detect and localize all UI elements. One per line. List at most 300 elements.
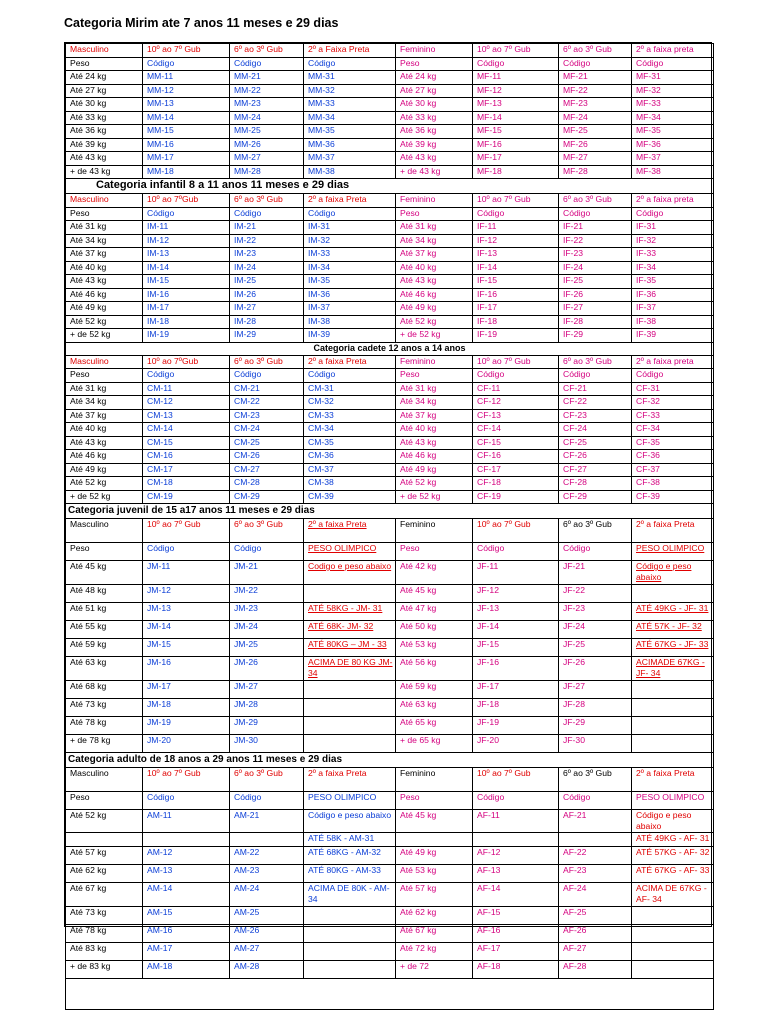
code-gub10-female: JF-11: [473, 561, 559, 585]
fem-header: Feminino: [396, 519, 473, 543]
code-gub10-female: MF-11: [473, 71, 559, 85]
code-black-female: IF-38: [632, 315, 714, 329]
codigo-label: Código: [230, 792, 304, 810]
code-black-female: ATÉ 67KG - JF- 33: [632, 639, 714, 657]
code-gub10-male: IM-17: [143, 302, 230, 316]
code-gub6-female: JF-27: [559, 681, 632, 699]
black-belt-header: 2º a Faixa Preta: [304, 44, 396, 58]
code-gub6-female: CF-25: [559, 436, 632, 450]
gub6-header: 6º ao 3º Gub: [230, 519, 304, 543]
code-gub6-female: JF-28: [559, 699, 632, 717]
gub6-header: 6º ao 3º Gub: [230, 768, 304, 792]
gub10-header: 10º ao 7ºGub: [143, 355, 230, 369]
table-row: [66, 71, 714, 85]
infantil-rows: [66, 221, 714, 343]
gub10-header: 10º ao 7º Gub: [473, 355, 559, 369]
weight-male: Até 49 kg: [66, 463, 143, 477]
adulto-subheader-row: [66, 792, 714, 810]
code-gub10-female: JF-17: [473, 681, 559, 699]
weight-male: Até 78 kg: [66, 717, 143, 735]
code-gub10-male: JM-16: [143, 657, 230, 681]
code-gub6-male: JM-28: [230, 699, 304, 717]
gub6-header: 6º ao 3º Gub: [559, 519, 632, 543]
black-belt-header: 2º a faixa Preta: [304, 519, 396, 543]
code-black-male: ACIMA DE 80 KG JM- 34: [304, 657, 396, 681]
code-gub6-female: AF-26: [559, 925, 632, 943]
code-gub6-female: [559, 833, 632, 847]
gub10-header: 10º ao 7º Gub: [473, 768, 559, 792]
code-gub10-female: MF-13: [473, 98, 559, 112]
code-black-male: ATÉ 68K- JM- 32: [304, 621, 396, 639]
infantil-title-row: [66, 179, 714, 194]
code-gub6-male: CM-26: [230, 450, 304, 464]
table-row: [66, 681, 714, 699]
code-gub10-male: AM-12: [143, 847, 230, 865]
code-gub6-male: JM-21: [230, 561, 304, 585]
weight-female: Até 45 kg: [396, 810, 473, 833]
mirim-subheader-row: [66, 57, 714, 71]
codigo-label: Código: [143, 57, 230, 71]
table-row: [66, 396, 714, 410]
code-gub6-male: AM-26: [230, 925, 304, 943]
code-gub6-male: AM-23: [230, 865, 304, 883]
weight-female: Até 45 kg: [396, 585, 473, 603]
weight-female: Até 53 kg: [396, 639, 473, 657]
code-black-male: [304, 907, 396, 925]
weight-male: + de 83 kg: [66, 961, 143, 979]
weight-male: Até 52 kg: [66, 810, 143, 833]
code-black-female: ATÉ 67KG - AF- 33: [632, 865, 714, 883]
weight-female: Até 49 kg: [396, 302, 473, 316]
code-black-female: MF-37: [632, 152, 714, 166]
table-row: [66, 288, 714, 302]
weight-female: Até 52 kg: [396, 477, 473, 491]
code-gub10-male: JM-19: [143, 717, 230, 735]
table-row: [66, 490, 714, 504]
code-black-female: MF-32: [632, 84, 714, 98]
code-gub10-male: MM-12: [143, 84, 230, 98]
code-gub6-male: IM-26: [230, 288, 304, 302]
table-row: [66, 450, 714, 464]
code-black-male: IM-36: [304, 288, 396, 302]
code-black-male: IM-33: [304, 248, 396, 262]
masc-header: Masculino: [66, 355, 143, 369]
code-gub10-female: IF-14: [473, 261, 559, 275]
code-black-female: [632, 907, 714, 925]
weight-male: Até 83 kg: [66, 943, 143, 961]
codigo-label: Código: [632, 57, 714, 71]
code-gub10-male: JM-11: [143, 561, 230, 585]
code-gub6-male: JM-23: [230, 603, 304, 621]
codigo-label: Código: [559, 792, 632, 810]
gub6-header: 6º ao 3º Gub: [559, 44, 632, 58]
codigo-label: Código: [559, 369, 632, 383]
codigo-label: Código: [632, 207, 714, 221]
code-gub6-female: CF-26: [559, 450, 632, 464]
code-gub10-female: CF-18: [473, 477, 559, 491]
cadete-title: Categoria cadete 12 anos a 14 anos: [66, 342, 714, 355]
code-black-female: [632, 699, 714, 717]
code-black-male: CM-33: [304, 409, 396, 423]
code-black-male: CM-35: [304, 436, 396, 450]
code-gub10-female: IF-15: [473, 275, 559, 289]
code-black-female: ATÉ 57KG - AF- 32: [632, 847, 714, 865]
code-gub10-male: AM-18: [143, 961, 230, 979]
infantil-title: Categoria infantil 8 a 11 anos 11 meses e 29 dias: [66, 179, 714, 194]
codigo-label: Código: [559, 57, 632, 71]
empty-cell: [66, 979, 714, 1010]
code-gub10-female: MF-17: [473, 152, 559, 166]
weight-female: Até 27 kg: [396, 84, 473, 98]
category-grid: [65, 43, 714, 1010]
table-row: [66, 699, 714, 717]
code-gub10-female: CF-19: [473, 490, 559, 504]
code-gub10-female: CF-12: [473, 396, 559, 410]
code-gub10-female: CF-16: [473, 450, 559, 464]
weight-male: Até 67 kg: [66, 883, 143, 907]
codigo-label: Código: [143, 369, 230, 383]
table-row: [66, 234, 714, 248]
black-belt-header: 2º a faixa preta: [632, 44, 714, 58]
code-gub10-male: CM-13: [143, 409, 230, 423]
peso-label: Peso: [66, 792, 143, 810]
weight-male: Até 34 kg: [66, 234, 143, 248]
code-black-male: ATÉ 80KG – JM - 33: [304, 639, 396, 657]
weight-female: Até 72 kg: [396, 943, 473, 961]
peso-olimpico-label: PESO OLIMPICO: [304, 792, 396, 810]
code-black-female: CF-37: [632, 463, 714, 477]
weight-male: Até 33 kg: [66, 111, 143, 125]
gub10-header: 10º ao 7º Gub: [473, 44, 559, 58]
peso-olimpico-label: PESO OLIMPICO: [632, 792, 714, 810]
code-black-female: ATÉ 57K - JF- 32: [632, 621, 714, 639]
black-belt-header: 2º a faixa Preta: [304, 355, 396, 369]
table-row: [66, 409, 714, 423]
juvenil-header-row: [66, 519, 714, 543]
peso-label: Peso: [396, 57, 473, 71]
code-black-female: [632, 925, 714, 943]
code-gub6-female: AF-27: [559, 943, 632, 961]
code-gub10-female: JF-14: [473, 621, 559, 639]
code-black-female: CF-36: [632, 450, 714, 464]
code-gub6-male: CM-24: [230, 423, 304, 437]
codigo-label: Código: [143, 792, 230, 810]
code-gub6-male: IM-22: [230, 234, 304, 248]
code-gub6-male: IM-23: [230, 248, 304, 262]
peso-label: Peso: [396, 543, 473, 561]
cadete-rows: [66, 382, 714, 504]
code-black-female: CF-38: [632, 477, 714, 491]
code-gub10-female: JF-18: [473, 699, 559, 717]
code-black-male: IM-31: [304, 221, 396, 235]
table-row: [66, 621, 714, 639]
code-gub6-female: CF-24: [559, 423, 632, 437]
code-black-female: [632, 961, 714, 979]
weight-female: Até 40 kg: [396, 423, 473, 437]
code-gub10-female: AF-12: [473, 847, 559, 865]
weight-male: Até 46 kg: [66, 288, 143, 302]
weight-male: Até 31 kg: [66, 382, 143, 396]
weight-male: Até 51 kg: [66, 603, 143, 621]
table-row: [66, 125, 714, 139]
weight-category-table: [64, 42, 712, 971]
code-black-female: IF-37: [632, 302, 714, 316]
code-gub10-female: CF-15: [473, 436, 559, 450]
adulto-rows: [66, 810, 714, 979]
weight-female: + de 52 kg: [396, 490, 473, 504]
code-gub6-female: IF-29: [559, 329, 632, 343]
gub6-header: 6º ao 3º Gub: [230, 194, 304, 208]
code-gub6-male: CM-27: [230, 463, 304, 477]
code-black-male: MM-31: [304, 71, 396, 85]
code-gub6-male: JM-27: [230, 681, 304, 699]
code-gub6-female: IF-23: [559, 248, 632, 262]
code-gub6-female: CF-22: [559, 396, 632, 410]
code-gub10-male: AM-13: [143, 865, 230, 883]
table-row: [66, 883, 714, 907]
code-gub6-female: AF-24: [559, 883, 632, 907]
code-gub10-female: MF-16: [473, 138, 559, 152]
weight-female: Até 37 kg: [396, 409, 473, 423]
weight-female: Até 37 kg: [396, 248, 473, 262]
weight-female: Até 46 kg: [396, 450, 473, 464]
adulto-title: Categoria adulto de 18 anos a 29 anos 11 meses e 29 dias: [66, 753, 714, 768]
code-black-female: CF-35: [632, 436, 714, 450]
mirim-rows: [66, 71, 714, 179]
code-black-male: MM-33: [304, 98, 396, 112]
code-black-female: IF-33: [632, 248, 714, 262]
code-black-female: CF-39: [632, 490, 714, 504]
code-gub10-male: CM-14: [143, 423, 230, 437]
codigo-label: Código: [230, 57, 304, 71]
empty-footer-row: [66, 979, 714, 1010]
code-black-female: [632, 717, 714, 735]
table-row: [66, 907, 714, 925]
code-gub6-female: JF-22: [559, 585, 632, 603]
code-gub6-male: JM-30: [230, 735, 304, 753]
cadete-subheader-row: [66, 369, 714, 383]
code-gub10-male: AM-16: [143, 925, 230, 943]
fem-header: Feminino: [396, 194, 473, 208]
codigo-label: Código: [143, 207, 230, 221]
code-gub10-female: IF-18: [473, 315, 559, 329]
code-gub6-female: MF-24: [559, 111, 632, 125]
table-row: [66, 315, 714, 329]
weight-male: Até 24 kg: [66, 71, 143, 85]
table-row: [66, 639, 714, 657]
code-black-male: MM-35: [304, 125, 396, 139]
code-gub6-male: IM-21: [230, 221, 304, 235]
code-gub10-male: JM-17: [143, 681, 230, 699]
peso-olimpico-label: PESO OLIMPICO: [632, 543, 714, 561]
code-black-female: MF-35: [632, 125, 714, 139]
weight-female: Até 34 kg: [396, 234, 473, 248]
code-gub10-male: IM-11: [143, 221, 230, 235]
codigo-label: Código: [230, 543, 304, 561]
infantil-header-row: [66, 194, 714, 208]
code-black-female: IF-34: [632, 261, 714, 275]
codigo-label: Código: [143, 543, 230, 561]
weight-male: Até 55 kg: [66, 621, 143, 639]
code-gub10-male: IM-19: [143, 329, 230, 343]
code-gub6-female: CF-21: [559, 382, 632, 396]
code-gub10-male: MM-16: [143, 138, 230, 152]
code-gub6-female: CF-27: [559, 463, 632, 477]
code-gub10-female: JF-15: [473, 639, 559, 657]
mirim-header-row: [66, 44, 714, 58]
code-gub6-male: MM-21: [230, 71, 304, 85]
codigo-label: Código: [230, 207, 304, 221]
code-gub6-male: MM-26: [230, 138, 304, 152]
code-black-male: CM-39: [304, 490, 396, 504]
table-row: [66, 275, 714, 289]
code-gub10-male: MM-11: [143, 71, 230, 85]
code-black-male: ATÉ 68KG - AM-32: [304, 847, 396, 865]
table-row: [66, 925, 714, 943]
weight-female: Até 40 kg: [396, 261, 473, 275]
weight-male: Até 27 kg: [66, 84, 143, 98]
code-gub6-female: IF-27: [559, 302, 632, 316]
code-gub10-female: AF-17: [473, 943, 559, 961]
table-row: [66, 657, 714, 681]
code-black-male: IM-34: [304, 261, 396, 275]
code-gub6-male: MM-28: [230, 165, 304, 179]
code-gub10-female: IF-17: [473, 302, 559, 316]
weight-male: Até 30 kg: [66, 98, 143, 112]
code-black-female: IF-32: [632, 234, 714, 248]
weight-male: Até 39 kg: [66, 138, 143, 152]
code-gub6-male: IM-28: [230, 315, 304, 329]
code-gub10-male: CM-18: [143, 477, 230, 491]
table-row: [66, 248, 714, 262]
code-gub10-male: CM-15: [143, 436, 230, 450]
code-gub6-male: MM-22: [230, 84, 304, 98]
table-row: [66, 221, 714, 235]
code-black-female: CF-31: [632, 382, 714, 396]
weight-male: + de 43 kg: [66, 165, 143, 179]
code-black-male: [304, 925, 396, 943]
code-gub6-male: AM-27: [230, 943, 304, 961]
code-gub6-male: AM-25: [230, 907, 304, 925]
black-belt-header: 2º a faixa Preta: [304, 194, 396, 208]
code-black-male: MM-34: [304, 111, 396, 125]
code-gub10-female: JF-19: [473, 717, 559, 735]
code-black-male: CM-36: [304, 450, 396, 464]
weight-female: Até 39 kg: [396, 138, 473, 152]
code-gub6-male: AM-21: [230, 810, 304, 833]
table-row: [66, 84, 714, 98]
code-gub6-male: AM-22: [230, 847, 304, 865]
code-gub10-male: IM-12: [143, 234, 230, 248]
code-black-female: CF-34: [632, 423, 714, 437]
code-gub10-female: IF-11: [473, 221, 559, 235]
gub10-header: 10º ao 7ºGub: [143, 194, 230, 208]
masc-header: Masculino: [66, 194, 143, 208]
code-gub6-male: JM-22: [230, 585, 304, 603]
weight-male: Até 49 kg: [66, 302, 143, 316]
weight-female: + de 65 kg: [396, 735, 473, 753]
code-black-male: MM-38: [304, 165, 396, 179]
weight-male: Até 34 kg: [66, 396, 143, 410]
code-black-female: [632, 735, 714, 753]
fem-header: Feminino: [396, 768, 473, 792]
weight-female: Até 33 kg: [396, 111, 473, 125]
table-row: [66, 561, 714, 585]
code-gub6-male: AM-24: [230, 883, 304, 907]
weight-male: Até 52 kg: [66, 477, 143, 491]
code-gub6-female: CF-23: [559, 409, 632, 423]
codigo-label: Código: [559, 543, 632, 561]
weight-female: Até 56 kg: [396, 657, 473, 681]
weight-male: Até 48 kg: [66, 585, 143, 603]
code-black-female: IF-35: [632, 275, 714, 289]
code-gub10-female: JF-13: [473, 603, 559, 621]
adulto-title-row: [66, 753, 714, 768]
code-black-male: Código e peso abaixo: [304, 810, 396, 833]
weight-male: Até 68 kg: [66, 681, 143, 699]
code-gub6-male: MM-24: [230, 111, 304, 125]
code-gub6-female: IF-22: [559, 234, 632, 248]
code-gub10-female: [473, 833, 559, 847]
juvenil-title-row: [66, 504, 714, 519]
table-row: [66, 329, 714, 343]
table-row: [66, 717, 714, 735]
peso-label: Peso: [66, 369, 143, 383]
weight-female: Até 47 kg: [396, 603, 473, 621]
black-belt-header: 2º a faixa preta: [632, 194, 714, 208]
table-row: [66, 585, 714, 603]
codigo-label: Código: [304, 369, 396, 383]
table-row: [66, 423, 714, 437]
weight-female: Até 30 kg: [396, 98, 473, 112]
cadete-title-row: [66, 342, 714, 355]
code-black-female: [632, 585, 714, 603]
code-black-male: IM-39: [304, 329, 396, 343]
weight-male: Até 31 kg: [66, 221, 143, 235]
code-gub10-female: CF-11: [473, 382, 559, 396]
table-row: [66, 477, 714, 491]
code-black-male: [304, 585, 396, 603]
table-row: [66, 603, 714, 621]
code-gub10-female: AF-13: [473, 865, 559, 883]
peso-label: Peso: [66, 207, 143, 221]
table-row: [66, 943, 714, 961]
code-black-male: [304, 735, 396, 753]
code-gub6-male: IM-29: [230, 329, 304, 343]
peso-label: Peso: [396, 207, 473, 221]
code-gub6-female: IF-24: [559, 261, 632, 275]
code-gub6-female: IF-25: [559, 275, 632, 289]
code-black-female: MF-33: [632, 98, 714, 112]
code-gub6-male: CM-22: [230, 396, 304, 410]
code-gub10-female: CF-17: [473, 463, 559, 477]
code-gub6-female: CF-28: [559, 477, 632, 491]
code-gub10-female: JF-16: [473, 657, 559, 681]
code-gub6-male: IM-27: [230, 302, 304, 316]
code-gub6-female: CF-29: [559, 490, 632, 504]
table-row: [66, 810, 714, 833]
code-gub10-male: CM-16: [143, 450, 230, 464]
page-title: Categoria Mirim ate 7 anos 11 meses e 29 dias: [64, 16, 339, 30]
weight-female: Até 43 kg: [396, 436, 473, 450]
code-black-male: Codigo e peso abaixo: [304, 561, 396, 585]
code-gub6-female: MF-23: [559, 98, 632, 112]
code-gub10-female: AF-16: [473, 925, 559, 943]
table-row: [66, 382, 714, 396]
code-black-female: IF-31: [632, 221, 714, 235]
code-gub6-male: MM-25: [230, 125, 304, 139]
code-gub10-female: AF-11: [473, 810, 559, 833]
